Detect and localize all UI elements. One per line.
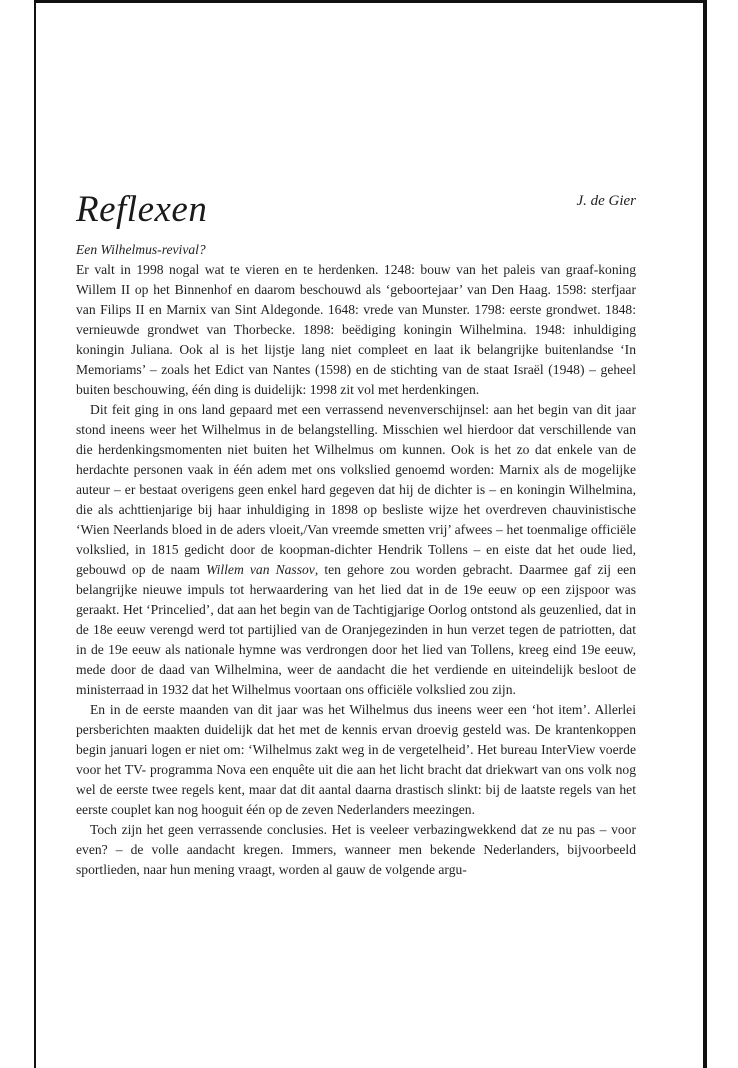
page-border-right bbox=[703, 0, 707, 1068]
paragraph-2-text-b: , ten gehore zou worden gebracht. Daarmee gaf zij een belangrijke nieuwe impuls tot herwaardering van het lied dat in de 19e eeuw op een zijspoor was geraakt. Het ‘Princelied’, dat aan het begin van de Tachtigjarige Oorlog ontstond als geuzenlied, dat in de 18e eeuw verengd werd tot partijlied van de Oranjegezinden in hun verzet tegen de patriotten, dat in de 19e eeuw als nationale hymne was verdrongen door het lied van Tollens, kreeg eind 19e eeuw, mede door de daad van Wilhelmina, weer de aandacht die het verdiende en uiteindelijk besloot de ministerraad in 1932 dat het Wilhelmus voortaan ons officiële volkslied zou zijn. bbox=[76, 562, 637, 697]
page-border-left bbox=[34, 0, 36, 1068]
paragraph-1: Er valt in 1998 nogal wat te vieren en te herdenken. 1248: bouw van het paleis van graaf-koning Willem II op het Binnenhof en daarom beschouwd als ‘geboortejaar’ van Den Haag. 1598: sterfjaar van Filips II en Marnix van Sint Aldegonde. 1648: vrede van Munster. 1798: eerste grondwet. 1848: vernieuwde grondwet van Thorbecke. 1898: beëdiging koningin Wilhelmina. 1948: inhuldiging koningin Juliana. Ook al is het lijstje lang niet compleet en laat ik belangrijke buitenlandse ‘In Memoriams’ – zoals het Edict van Nantes (1598) en de stichting van de staat Israël (1948) – geheel buiten beschouwing, één ding is duidelijk: 1998 zit vol met herdenkingen. bbox=[76, 262, 636, 397]
page-border-top bbox=[36, 0, 706, 3]
author-name: J. de Gier bbox=[576, 193, 636, 209]
paragraph-4: Toch zijn het geen verrassende conclusies. Het is veeleer verbazingwekkend dat ze nu pas – voor even? – de volle aandacht kregen. Immers, wanneer men bekende Nederlanders, bijvoorbeeld sportlieden, naar hun mening vraagt, worden al gauw de volgende argu- bbox=[76, 822, 636, 877]
paragraph-2-italic-title: Willem van Nassov bbox=[206, 562, 315, 577]
section-title: Een Wilhelmus-revival? bbox=[76, 242, 206, 257]
paragraph-3: En in de eerste maanden van dit jaar was het Wilhelmus dus ineens weer een ‘hot item’. Allerlei persberichten maakten duidelijk dat het met de kennis ervan droevig gesteld was. De krantenkoppen begin januari logen er niet om: ‘Wilhelmus zakt weg in de vergetelheid’. Het bureau InterView voerde voor het TV- programma Nova een enquête uit die aan het licht bracht dat driekwart van ons volk nog wel de eerste twee regels kent, maar dat dit aantal daarna drastisch slinkt: bij de laatste regels van het eerste couplet kan nog hooguit één op de zeven Nederlanders meezingen. bbox=[76, 702, 636, 817]
paragraph-2-text-a: Dit feit ging in ons land gepaard met een verrassend nevenverschijnsel: aan het begin van dit jaar stond ineens weer het Wilhelmus in de belangstelling. Misschien wel hierdoor dat verschillende van die herdenkingsmomenten niet buiten het Wilhelmus om kunnen. Ook is het zo dat enkele van de herdachte personen vaak in één adem met ons volkslied genoemd worden: Marnix als de mogelijke auteur – er bestaat overigens geen enkel hard gegeven dat hij de dichter is – en koningin Wilhelmina, die als achttienjarige bij haar inhuldiging in 1898 op besliste wijze het overdreven chauvinistische ‘Wien Neerlands bloed in de aders vloeit,/Van vreemde smetten vrij’ afwees – het toenmalige officiële volkslied, in 1815 gedicht door de koopman-dichter Hendrik Tollens – en eiste dat het oude lied, gebouwd op de naam bbox=[76, 402, 636, 577]
article-body bbox=[76, 240, 636, 880]
paragraph-2 bbox=[76, 400, 636, 700]
page-title: Reflexen bbox=[76, 189, 208, 230]
